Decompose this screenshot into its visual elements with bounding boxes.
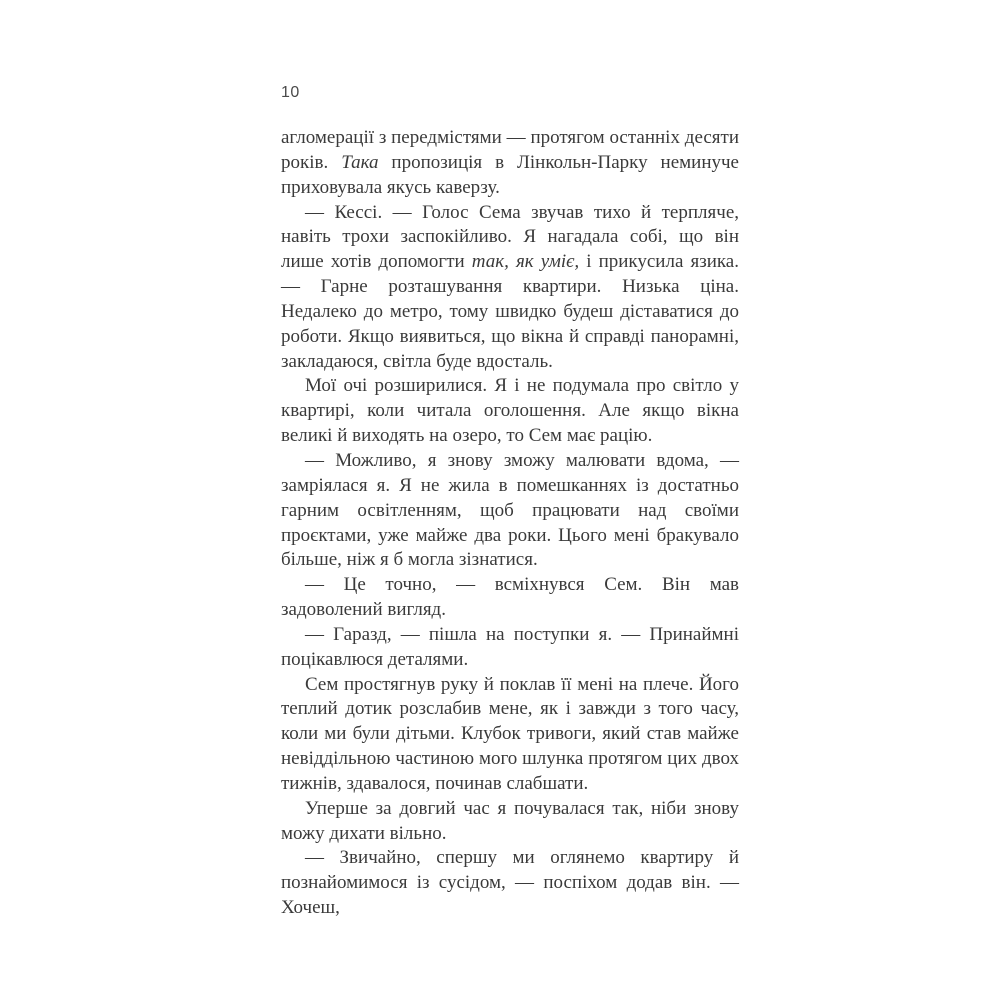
- text-run: — Звичайно, спершу ми оглянемо квартиру й познайомимося із сусідом, — поспіхом додав він. — Хочеш,: [281, 847, 739, 919]
- paragraph: [281, 573, 739, 623]
- text-run: — Можливо, я знову зможу малювати вдома, — замріялася я. Я не жила в помешканнях із достатньо гарним освітленням, щоб працювати над своїми проєктами, уже майже два роки. Цього мені бракувало більше, ніж я б могла зізнатися.: [281, 449, 739, 571]
- paragraph: [281, 797, 739, 847]
- text-run: і прикусила язика. — Гарне розташування квартири. Низька ціна. Недалеко до метро, тому швидко будеш діставатися до роботи. Якщо виявиться, що вікна й справді панорамні, закладаюся, світла буде вдосталь.: [281, 251, 739, 372]
- italic-text-run: так, як уміє,: [471, 251, 580, 273]
- text-run: — Це точно, — всміхнувся Сем. Він мав задоволений вигляд.: [281, 574, 739, 621]
- text-run: Мої очі розширилися. Я і не подумала про світло у квартирі, коли читала оголошення. Але якщо вікна великі й виходять на озеро, то Сем має рацію.: [281, 375, 739, 447]
- text-run: Уперше за довгий час я почувалася так, ніби знову можу дихати вільно.: [281, 797, 739, 844]
- paragraph: [281, 126, 739, 201]
- text-run: — Гаразд, — пішла на поступки я. — Принаймні поцікавлюся деталями.: [281, 623, 739, 670]
- paragraph: [281, 201, 739, 375]
- italic-text-run: Така: [341, 151, 379, 173]
- paragraph: [281, 449, 739, 573]
- paragraph: [281, 374, 739, 449]
- text-run: — Кессі. — Голос Сема звучав тихо й терпляче, навіть трохи заспокійливо. Я нагадала собі, що він лише хотів допомогти: [281, 201, 739, 273]
- paragraph: [281, 623, 739, 673]
- text-run: Сем простягнув руку й поклав її мені на плече. Його теплий дотик розслабив мене, як і завжди з того часу, коли ми були дітьми. Клубок тривоги, який став майже невіддільною частиною мого шлунка протягом цих двох тижнів, здавалося, починав слабшати.: [281, 673, 739, 794]
- page-text: [281, 126, 739, 921]
- text-run: агломерації з передмістями — протягом останніх десяти років.: [281, 127, 739, 173]
- text-run: пропозиція в Лінкольн-Парку неминуче приховувала якусь каверзу.: [281, 151, 739, 198]
- page-number: 10: [281, 84, 300, 101]
- paragraph: [281, 673, 739, 797]
- paragraph: [281, 846, 739, 921]
